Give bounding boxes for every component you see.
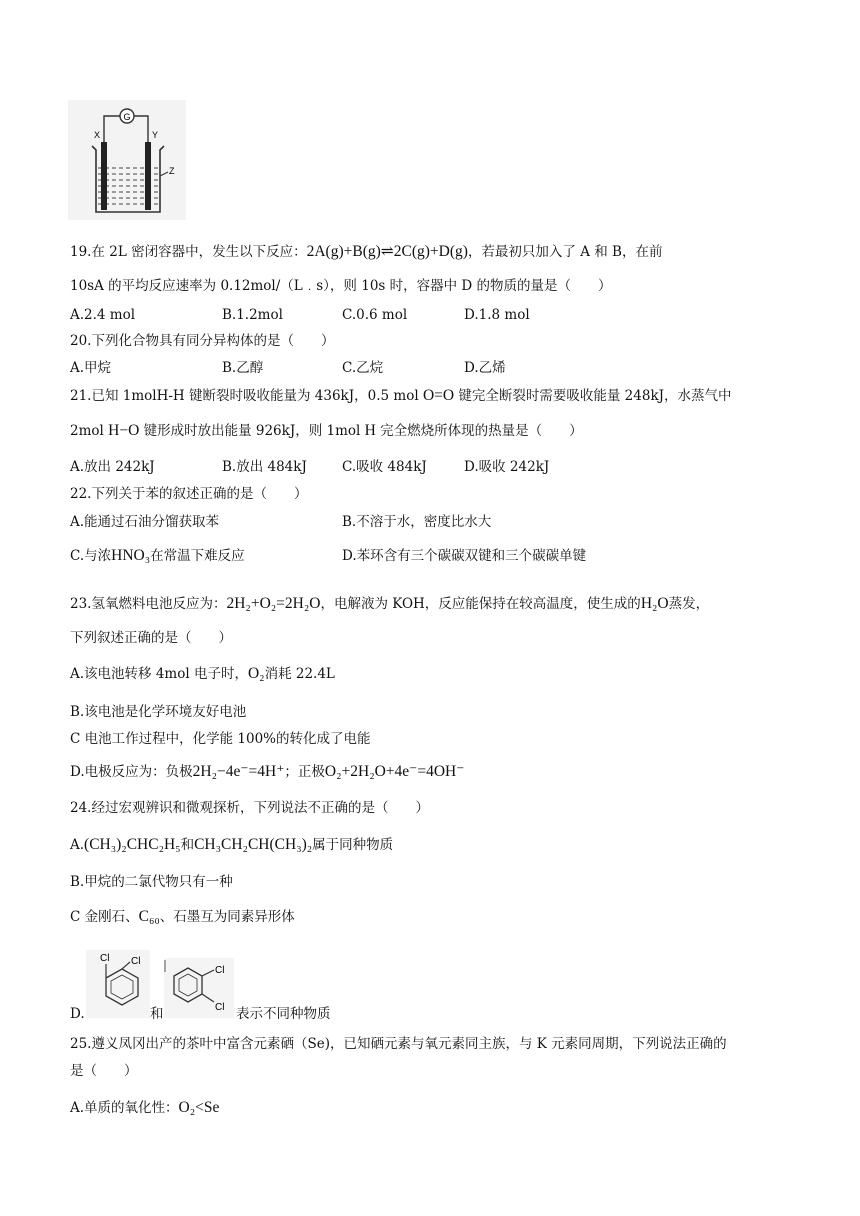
q24-a-formula2: CH₃CH₂CH(CH₃)₂ — [194, 836, 313, 853]
q23-a-prefix: A.该电池转移 4mol 电子时， — [70, 666, 248, 682]
q21-line1 — [70, 386, 732, 406]
q19-option-a: A.2.4 mol — [70, 307, 136, 323]
q22-option-a: A.能通过石油分馏获取苯 — [70, 514, 220, 530]
q24-c-suffix: 、石墨互为同素异形体 — [159, 909, 295, 925]
q24-c-c60: C₆₀ — [138, 908, 160, 925]
q21-ho-bond: H−O — [108, 422, 140, 439]
q24-stem: 24.经过宏观辨识和微观探析，下列说法不正确的是（ ） — [70, 800, 429, 816]
q21-option-c: C.吸收 484kJ — [342, 459, 427, 475]
q24-a-suffix: 属于同种物质 — [312, 837, 394, 853]
q24-option-a — [70, 835, 393, 855]
q21-stem-a: 21.已知 1molH-H 键断裂时吸收能量为 436kJ，0.5 mol — [70, 388, 419, 404]
q22-stem: 22.下列关于苯的叙述正确的是（ ） — [70, 486, 308, 502]
chloro-label-3: Cl — [215, 965, 225, 976]
q25-line2: 是（ ） — [70, 1063, 138, 1079]
q21-stem-b: 键完全断裂时需要吸收能量 248kJ，水蒸气中 — [458, 388, 732, 404]
q20-option-d: D.乙烯 — [464, 360, 506, 376]
q23-d-mid: ；正极 — [284, 764, 325, 780]
q23-option-b: B.该电池是化学环境友好电池 — [70, 704, 247, 720]
q19-line1 — [70, 242, 662, 262]
q21-h: H — [364, 422, 376, 439]
q22-c-prefix: C.与浓 — [70, 548, 112, 564]
q22-option-c — [70, 546, 245, 566]
q23-line1 — [70, 594, 709, 614]
q21-option-d: D.吸收 242kJ — [464, 459, 550, 475]
q23-a-suffix: 消耗 22.4L — [264, 666, 335, 682]
q23-h2o: H₂O — [640, 595, 669, 612]
q23-a-o2: O₂ — [247, 665, 265, 682]
q20-option-b: B.乙醇 — [222, 360, 264, 376]
chloro-label-2: Cl — [131, 956, 141, 967]
q20-option-c: C.乙烷 — [342, 360, 384, 376]
q19-equation: 2A(g)+B(g)⇌2C(g)+D(g) — [306, 243, 468, 260]
q21-option-b: B.放出 484kJ — [222, 459, 307, 475]
q24-option-b: B.甲烷的二氯代物只有一种 — [70, 874, 233, 890]
q21-stem-e: 完全燃烧所体现的热量是（ ） — [380, 423, 583, 439]
q23-option-d — [70, 762, 464, 782]
q25-option-a — [70, 1098, 219, 1118]
q21-option-a: A.放出 242kJ — [70, 459, 155, 475]
electrolytic-cell-figure — [68, 100, 186, 220]
q25-line1: 25.遵义凤冈出产的茶叶中富含元素硒（Se)，已知硒元素与氧元素同主族，与 K 元素同周期，下列说法正确的 — [70, 1036, 727, 1052]
q23-line2: 下列叙述正确的是（ ） — [70, 630, 232, 646]
dichlorobenzene-structure-2 — [164, 958, 234, 1018]
q21-stem-d: 键形成时放出能量 926kJ，则 1mol — [143, 423, 361, 439]
chloro-label-1: Cl — [100, 953, 110, 964]
q25-a-prefix: A.单质的氧化性： — [70, 1100, 179, 1116]
q23-stem-c: 蒸发， — [668, 596, 710, 612]
q24-a-formula1: (CH₃)₂CHC₂H₅ — [84, 836, 181, 853]
q19-stem-b: ，若最初只加入了 A 和 B，在前 — [467, 244, 663, 260]
q22-option-d: D.苯环含有三个碳碳双键和三个碳碳单键 — [342, 548, 587, 564]
q20-stem: 20.下列化合物具有同分异构体的是（ ） — [70, 333, 335, 349]
q23-stem-b: ，电解液为 KOH，反应能保持在较高温度，使生成的 — [320, 596, 641, 612]
chloro-label-4: Cl — [215, 1002, 225, 1013]
q23-d-negative: 2H₂−4e⁻=4H⁺ — [192, 763, 285, 780]
q24-option-d-label: D. — [70, 1006, 85, 1022]
q21-oo-bond: O=O — [422, 387, 455, 404]
q23-option-a — [70, 664, 335, 684]
q23-equation: 2H₂+O₂=2H₂O — [226, 595, 321, 612]
q21-line2 — [70, 421, 583, 441]
q23-stem-a: 23.氢氧燃料电池反应为： — [70, 596, 227, 612]
q24-a-and: 和 — [180, 837, 195, 853]
q19-option-d: D.1.8 mol — [464, 307, 530, 323]
q22-option-b: B.不溶于水，密度比水大 — [342, 514, 492, 530]
q24-option-d-and: 和 — [150, 1006, 164, 1022]
q23-d-prefix: D.电极反应为：负极 — [70, 764, 193, 780]
q19-line2: 10sA 的平均反应速率为 0.12mol/（L﹒s），则 10s 时，容器中 D 的物质的量是（ ） — [70, 278, 612, 294]
q23-d-positive: O₂+2H₂O+4e⁻=4OH⁻ — [324, 763, 465, 780]
q19-stem-a: 19.在 2L 密闭容器中，发生以下反应： — [70, 244, 307, 260]
q22-c-formula: HNO₃ — [111, 547, 151, 564]
q19-option-c: C.0.6 mol — [342, 307, 408, 323]
electrode-y-label: Y — [152, 130, 159, 140]
q24-c-prefix: C 金刚石、 — [70, 909, 139, 925]
q20-option-a: A.甲烷 — [70, 360, 112, 376]
q21-stem-c: 2mol — [70, 423, 104, 439]
q24-option-c — [70, 907, 295, 927]
q22-c-suffix: 在常温下难反应 — [150, 548, 245, 564]
q23-option-c: C 电池工作过程中，化学能 100%的转化成了电能 — [70, 731, 371, 747]
q24-a-prefix: A. — [70, 837, 85, 853]
q24-option-d-suffix: 表示不同种物质 — [236, 1006, 331, 1022]
dichlorobenzene-structure-1 — [86, 950, 150, 1018]
q25-a-formula: O₂<Se — [178, 1099, 220, 1116]
q19-option-b: B.1.2mol — [222, 307, 283, 323]
solution-z-label: Z — [169, 166, 175, 176]
electrode-x-label: X — [94, 130, 101, 140]
galvanometer-label: G — [123, 112, 131, 122]
